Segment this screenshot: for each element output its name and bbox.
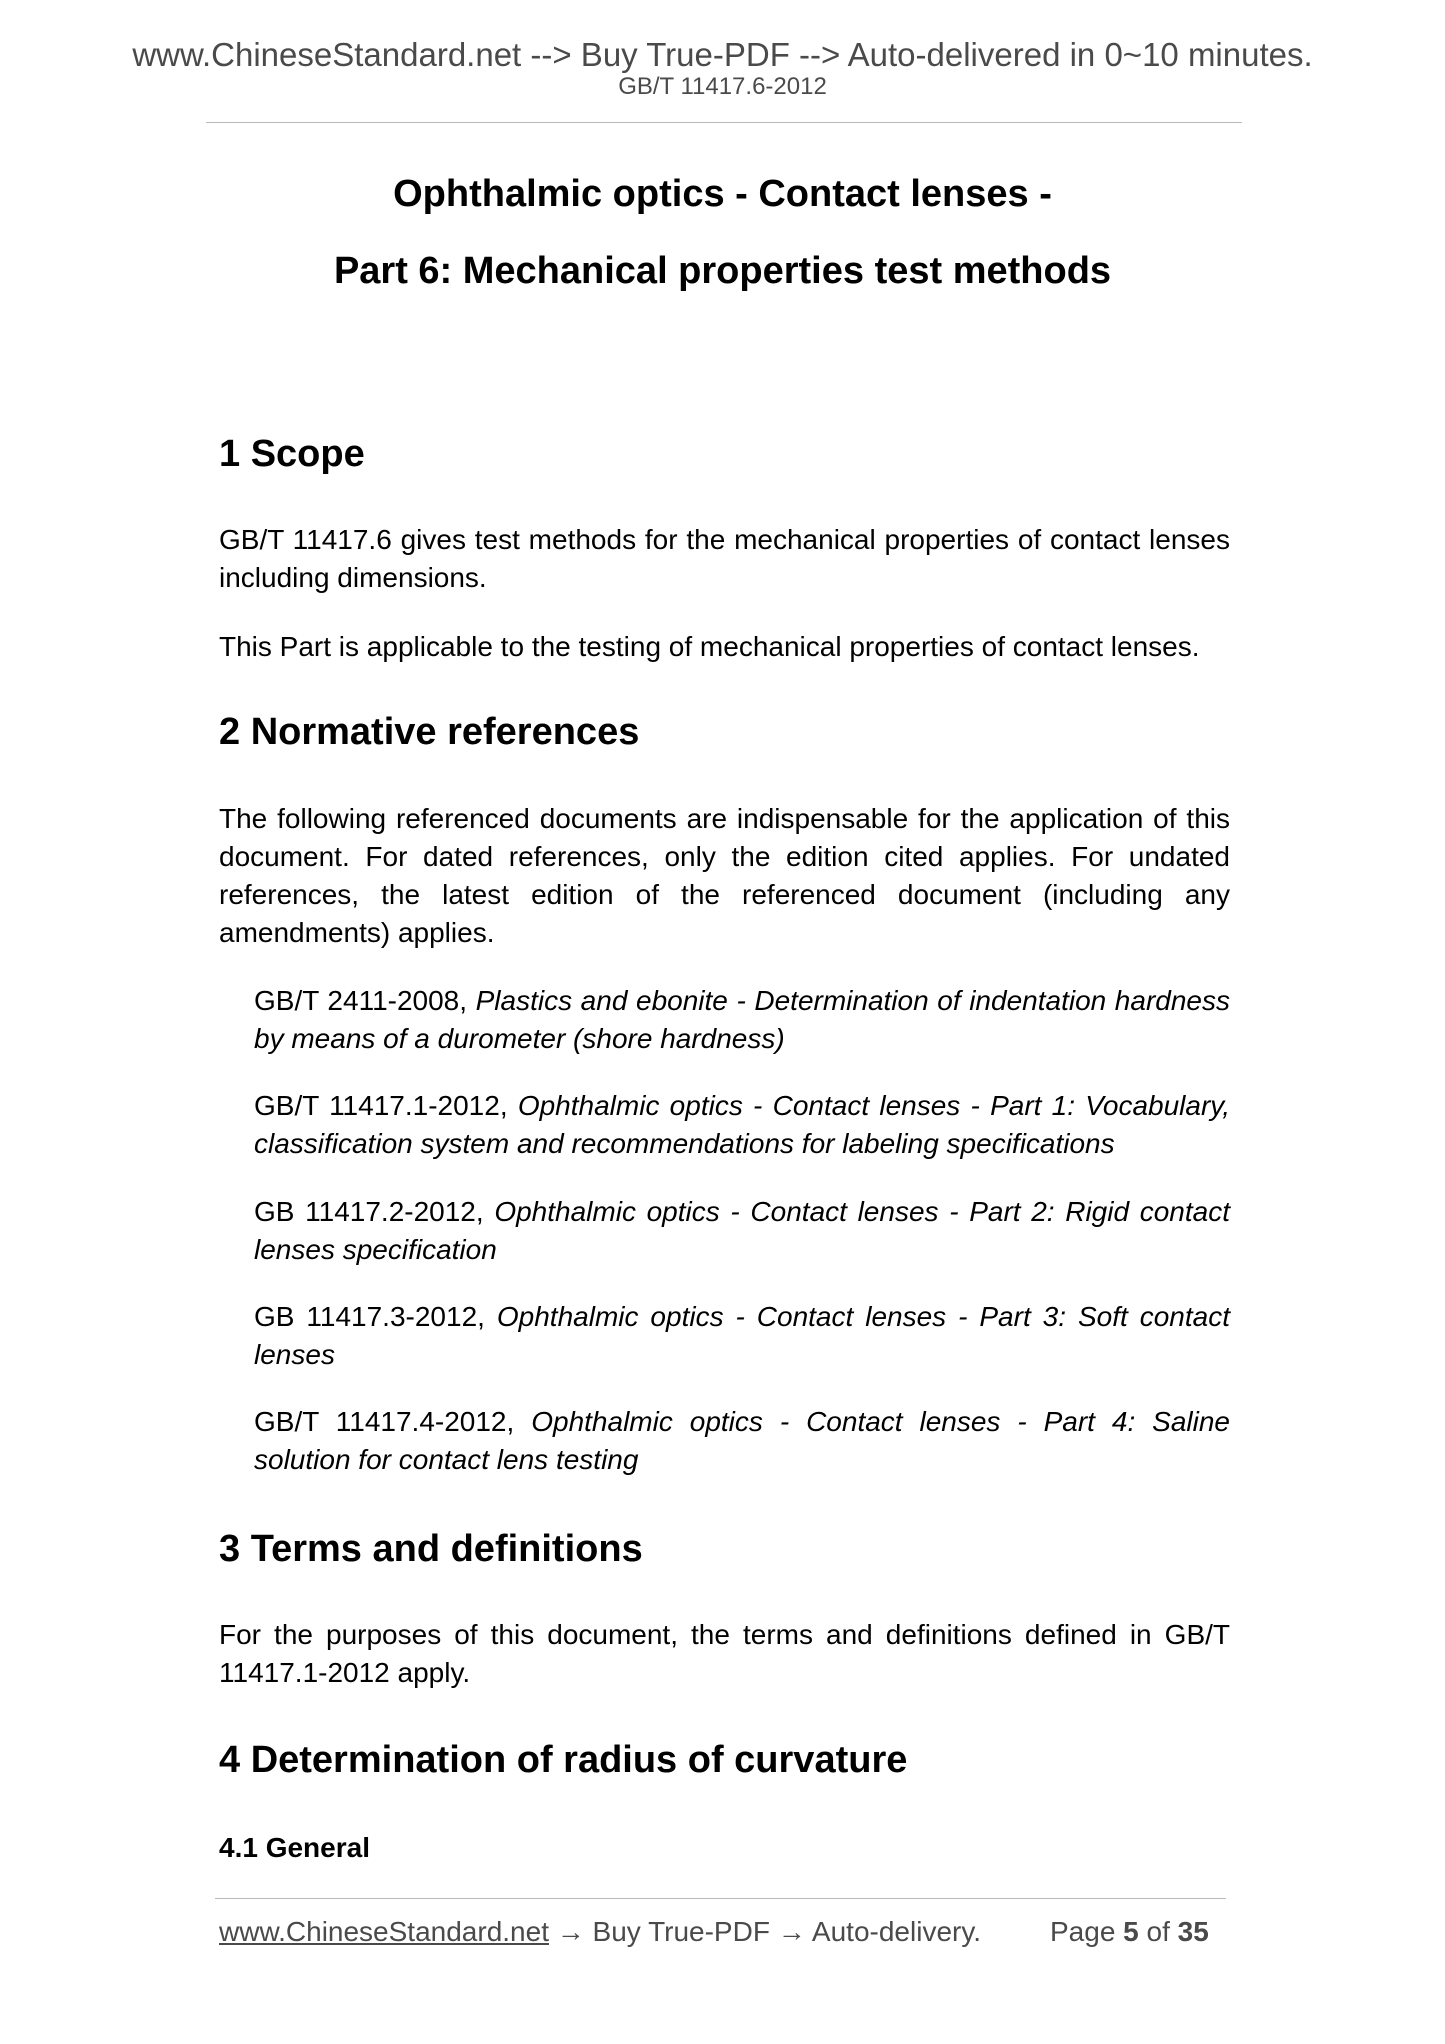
page-number — [1050, 1918, 1209, 1946]
reference-code: GB 11417.3-2012, — [254, 1301, 497, 1332]
header-divider — [206, 122, 1242, 123]
reference-title: Ophthalmic optics - Contact lenses - Part 2: Rigid contact lenses specification — [254, 1196, 1230, 1265]
reference-item — [254, 982, 1230, 1058]
reference-title: Ophthalmic optics - Contact lenses - Part 3: Soft contact lenses — [254, 1301, 1230, 1370]
reference-item — [254, 1193, 1230, 1269]
footer-site-link[interactable]: www.ChineseStandard.net — [219, 1916, 549, 1947]
reference-title: Ophthalmic optics - Contact lenses - Part 4: Saline solution for contact lens testing — [254, 1406, 1230, 1475]
reference-item — [254, 1087, 1230, 1163]
total-pages: 35 — [1177, 1916, 1209, 1947]
title-line-1: Ophthalmic optics - Contact lenses - — [393, 173, 1052, 215]
footer-text — [219, 1918, 981, 1946]
scope-paragraph-2: This Part is applicable to the testing of mechanical properties of contact lenses. — [219, 631, 1200, 662]
reference-code: GB/T 11417.4-2012, — [254, 1406, 532, 1437]
current-page: 5 — [1123, 1916, 1139, 1947]
heading-terms-definitions: 3 Terms and definitions — [219, 1528, 643, 1570]
terms-paragraph: For the purposes of this document, the terms and definitions defined in GB/T 11417.1-2012 apply. — [219, 1619, 1230, 1688]
reference-code: GB/T 2411-2008, — [254, 985, 476, 1016]
title-line-2: Part 6: Mechanical properties test methods — [333, 250, 1112, 292]
heading-scope: 1 Scope — [219, 433, 365, 475]
page-label: Page — [1050, 1916, 1124, 1947]
reference-title: Plastics and ebonite - Determination of indentation hardness by means of a durometer (shore hardness) — [254, 985, 1230, 1054]
reference-title: Ophthalmic optics - Contact lenses - Part 1: Vocabulary, classification system and recommendations for labeling specifications — [254, 1090, 1230, 1159]
of-label: of — [1138, 1916, 1178, 1947]
scope-paragraph-1: GB/T 11417.6 gives test methods for the mechanical properties of contact lenses including dimensions. — [219, 524, 1230, 593]
reference-item — [254, 1298, 1230, 1374]
document-id: GB/T 11417.6-2012 — [618, 73, 827, 100]
footer-divider — [215, 1898, 1226, 1899]
heading-radius-curvature: 4 Determination of radius of curvature — [219, 1739, 908, 1781]
normative-intro: The following referenced documents are indispensable for the application of this document. For dated references, only the edition cited applies. For undated references, the latest edition of the referenced document (including any amendments) applies. — [219, 803, 1230, 948]
subheading-general: 4.1 General — [219, 1832, 370, 1863]
reference-code: GB/T 11417.1-2012, — [254, 1090, 518, 1121]
footer-tagline: → Buy True-PDF → Auto-delivery. — [548, 1916, 982, 1947]
reference-code: GB 11417.2-2012, — [254, 1196, 495, 1227]
heading-normative-references: 2 Normative references — [219, 711, 640, 753]
reference-item — [254, 1403, 1230, 1479]
top-banner: www.ChineseStandard.net --> Buy True-PDF --> Auto-delivered in 0~10 minutes. — [132, 36, 1313, 73]
